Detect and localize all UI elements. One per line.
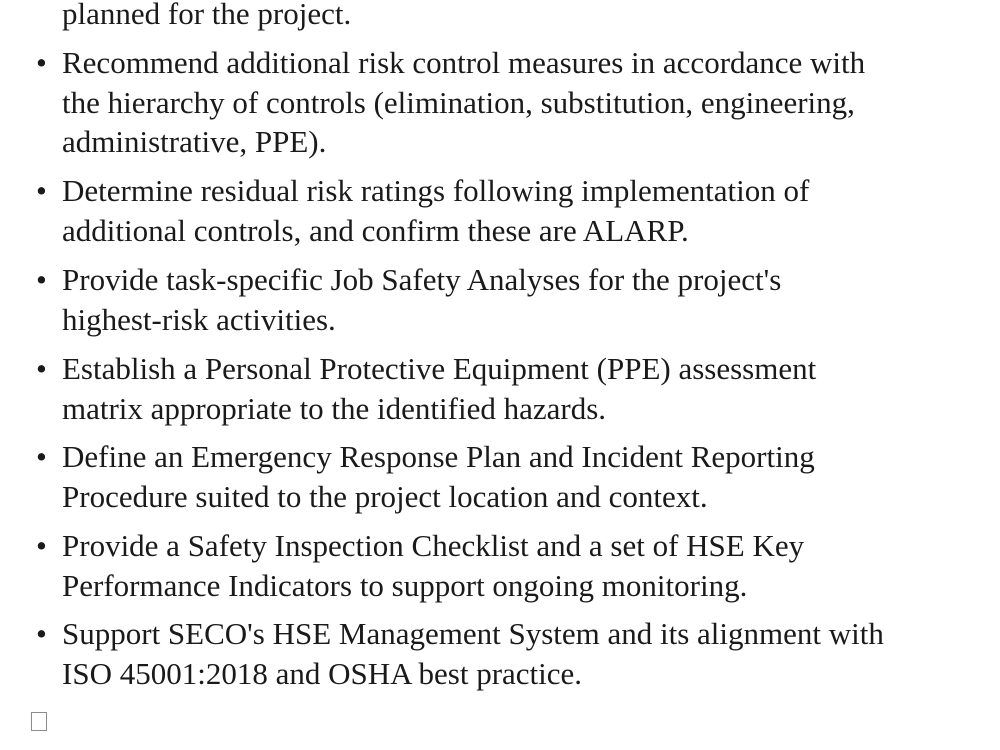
list-item-text: Recommend additional risk control measures in accordance with the hierarchy of controls (elimination, substitution, engineering, administrative, PPE). bbox=[62, 45, 866, 159]
list-item-text: Determine residual risk ratings following implementation of additional controls, and confirm these are ALARP. bbox=[62, 173, 810, 248]
bullet-icon: • bbox=[36, 616, 47, 651]
bullet-icon: • bbox=[36, 439, 47, 474]
list-item-text: Establish a Personal Protective Equipment (PPE) assessment matrix appropriate to the identified hazards. bbox=[62, 351, 817, 426]
list-item bbox=[36, 614, 976, 693]
bullet-icon: • bbox=[36, 45, 47, 80]
continuation-text: planned for the project. bbox=[62, 0, 352, 31]
list-item bbox=[36, 526, 976, 605]
list-item bbox=[36, 349, 976, 428]
list-item-text: Support SECO's HSE Management System and its alignment with ISO 45001:2018 and OSHA best practice. bbox=[62, 616, 884, 691]
list-item-text: Provide a Safety Inspection Checklist and a set of HSE Key Performance Indicators to support ongoing monitoring. bbox=[62, 528, 805, 603]
list-item bbox=[36, 260, 976, 339]
list-item bbox=[36, 171, 976, 250]
list-item bbox=[36, 437, 976, 516]
bullet-icon: • bbox=[36, 173, 47, 208]
checkbox[interactable] bbox=[31, 712, 47, 731]
list-item-text: Provide task-specific Job Safety Analyses for the project's highest-risk activities. bbox=[62, 262, 782, 337]
bullet-icon: • bbox=[36, 351, 47, 386]
list-item-text: Define an Emergency Response Plan and Incident Reporting Procedure suited to the project location and context. bbox=[62, 439, 815, 514]
bullet-icon: • bbox=[36, 528, 47, 563]
bullet-icon: • bbox=[36, 262, 47, 297]
list-item bbox=[36, 43, 976, 162]
